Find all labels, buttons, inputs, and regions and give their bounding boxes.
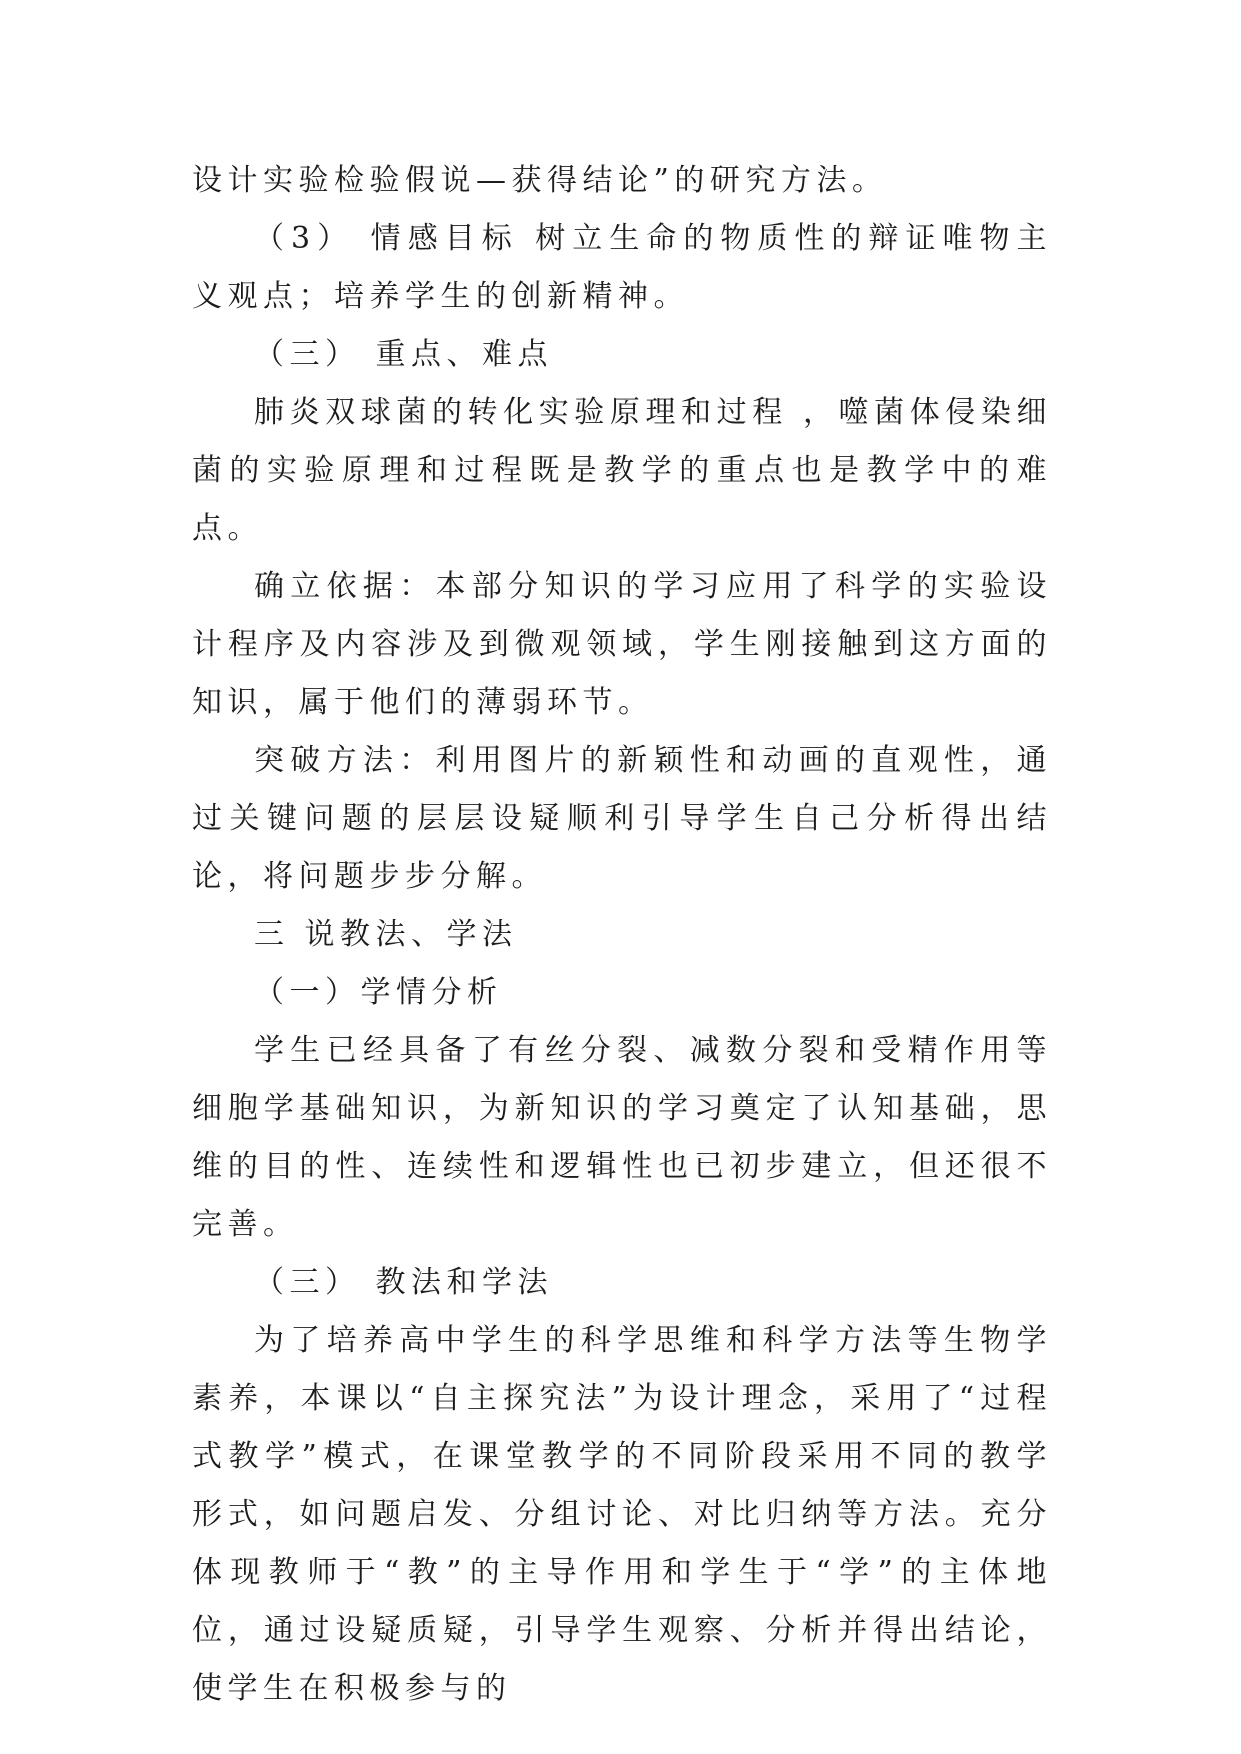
paragraph-emotional-goal: （3） 情感目标 树立生命的物质性的辩证唯物主义观点；培养学生的创新精神。 bbox=[192, 221, 1052, 314]
section-heading-teaching-methods: （三） 教法和学法 bbox=[254, 1265, 554, 1300]
paragraph-basis: 确立依据：本部分知识的学习应用了科学的实验设计程序及内容涉及到微观领域，学生刚接触到这方面的知识，属于他们的薄弱环节。 bbox=[192, 569, 1052, 720]
section-heading-student-analysis: （一）学情分析 bbox=[254, 975, 503, 1010]
paragraph-key-points: 肺炎双球菌的转化实验原理和过程 ，噬菌体侵染细菌的实验原理和过程既是教学的重点也是教学中的难点。 bbox=[192, 395, 1052, 546]
section-heading-key-points: （三） 重点、难点 bbox=[254, 337, 554, 372]
paragraph-student-analysis: 学生已经具备了有丝分裂、减数分裂和受精作用等细胞学基础知识，为新知识的学习奠定了认知基础，思维的目的性、连续性和逻辑性也已初步建立，但还很不完善。 bbox=[192, 1033, 1052, 1242]
document-body bbox=[192, 152, 1052, 1718]
paragraph-teaching-methods: 为了培养高中学生的科学思维和科学方法等生物学素养，本课以“自主探究法”为设计理念，采用了“过程式教学”模式，在课堂教学的不同阶段采用不同的教学形式，如问题启发、分组讨论、对比归纳等方法。充分体现教师于“教”的主导作用和学生于“学”的主体地位，通过设疑质疑，引导学生观察、分析并得出结论，使学生在积极参与的 bbox=[192, 1323, 1052, 1706]
paragraph-continuation: 设计实验检验假说—获得结论”的研究方法。 bbox=[192, 163, 888, 198]
section-heading-methods: 三 说教法、学法 bbox=[254, 917, 518, 952]
paragraph-breakthrough: 突破方法：利用图片的新颖性和动画的直观性，通过关键问题的层层设疑顺利引导学生自己分析得出结论，将问题步步分解。 bbox=[192, 743, 1052, 894]
